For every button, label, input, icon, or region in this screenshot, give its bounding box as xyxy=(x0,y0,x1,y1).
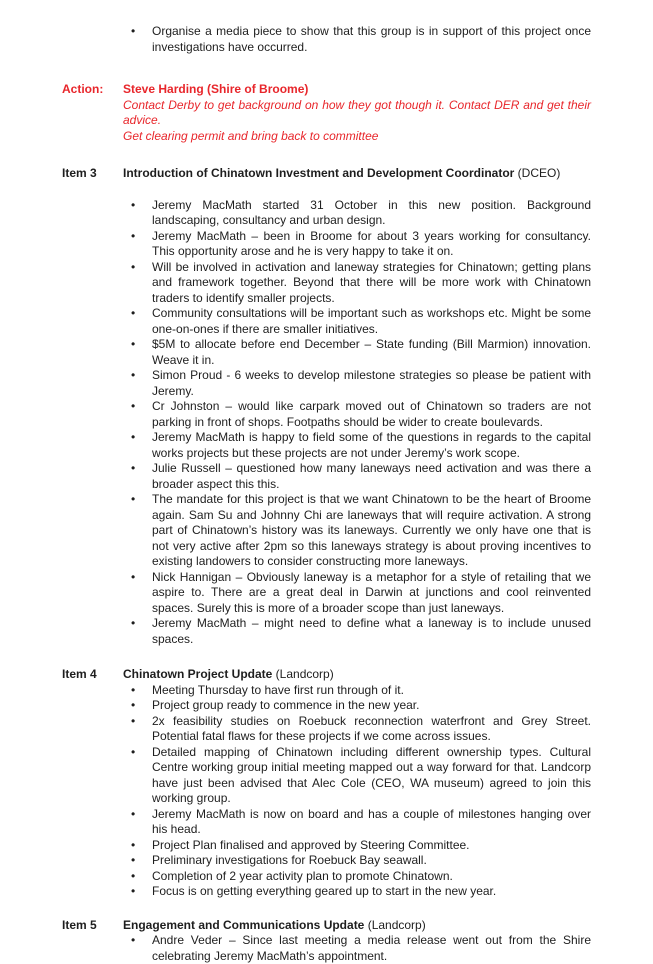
bullet-item: • Simon Proud - 6 weeks to develop milestone strategies so please be patient with Jeremy. xyxy=(123,368,591,399)
bullet-item: • Project group ready to commence in the new year. xyxy=(123,698,591,714)
bullet-item: • Detailed mapping of Chinatown including different ownership types. Cultural Centre working group initial meeting mapped out a way forward for that. Landcorp have just been advised that Alec Cole (CEO, WA museum) agreed to join this working group. xyxy=(123,745,591,807)
item-3-title xyxy=(123,166,591,182)
item-3-title-main: Introduction of Chinatown Investment and Development Coordinator xyxy=(123,166,514,180)
item-5-title-suffix: (Landcorp) xyxy=(364,918,425,932)
bullet-item: • Meeting Thursday to have first run through of it. xyxy=(123,683,591,699)
bullet-item: • Community consultations will be important such as workshops etc. Might be some one-on-ones if there are smaller initiatives. xyxy=(123,306,591,337)
item-5-title xyxy=(123,918,591,934)
item-5-bullet-list xyxy=(123,933,591,964)
bullet-item: • Jeremy MacMath started 31 October in this new position. Background landscaping, consultancy and urban design. xyxy=(123,198,591,229)
bullet-item: • Cr Johnston – would like carpark moved out of Chinatown so traders are not parking in front of shops. Footpaths should be wider to create boulevards. xyxy=(123,399,591,430)
bullet-item: • Jeremy MacMath – been in Broome for about 3 years working for consultancy. This opportunity arose and he is very happy to take it on. xyxy=(123,229,591,260)
item-4-title xyxy=(123,667,591,683)
bullet-item: • Jeremy MacMath is now on board and has a couple of milestones hanging over his head. xyxy=(123,807,591,838)
bullet-item: • Project Plan finalised and approved by Steering Committee. xyxy=(123,838,591,854)
bullet-item: • Organise a media piece to show that this group is in support of this project once investigations have occurred. xyxy=(123,24,591,55)
bullet-item: • Focus is on getting everything geared up to start in the new year. xyxy=(123,884,591,900)
item-4-bullet-list xyxy=(123,683,591,900)
bullet-item: • Jeremy MacMath is happy to field some of the questions in regards to the capital works projects but these projects are not under Jeremy’s work scope. xyxy=(123,430,591,461)
item-3-label: Item 3 xyxy=(62,166,123,647)
action-block xyxy=(62,82,591,144)
bullet-item: • Will be involved in activation and laneway strategies for Chinatown; getting plans and framework together. Beyond that there will be more work with Chinatown traders to identify smaller projects. xyxy=(123,260,591,307)
bullet-item: • 2x feasibility studies on Roebuck reconnection waterfront and Grey Street. Potential fatal flaws for these projects if we come across issues. xyxy=(123,714,591,745)
agenda-item-5 xyxy=(62,918,591,964)
action-assignee: Steve Harding (Shire of Broome) xyxy=(123,82,591,98)
bullet-item: • Nick Hannigan – Obviously laneway is a metaphor for a style of retailing that we aspire to. There are a great deal in Darwin at junctions and cool reinvented spaces. Surely this is more of a broader scope than just laneways. xyxy=(123,570,591,617)
bullet-item: • Preliminary investigations for Roebuck Bay seawall. xyxy=(123,853,591,869)
bullet-item: • The mandate for this project is that we want Chinatown to be the heart of Broome again. Sam Su and Johnny Chi are laneways that will require activation. A strong part of Chinatown’s history was its laneways. Currently we only have one that is not very active after 2pm so this laneways strategy is about proving incentives to existing landowers to consider constructing more laneways. xyxy=(123,492,591,570)
item-3-title-suffix: (DCEO) xyxy=(514,166,560,180)
bullet-item: • Julie Russell – questioned how many laneways need activation and was there a broader aspect this this. xyxy=(123,461,591,492)
item-5-title-main: Engagement and Communications Update xyxy=(123,918,364,932)
top-bullet-list xyxy=(123,24,591,55)
item-5-label: Item 5 xyxy=(62,918,123,964)
bullet-item: • Jeremy MacMath – might need to define what a laneway is to include unused spaces. xyxy=(123,616,591,647)
item-3-bullet-list xyxy=(123,198,591,648)
item-4-label: Item 4 xyxy=(62,667,123,900)
action-note-line-2: Get clearing permit and bring back to committee xyxy=(123,129,591,145)
bullet-item: • Completion of 2 year activity plan to promote Chinatown. xyxy=(123,869,591,885)
item-4-title-main: Chinatown Project Update xyxy=(123,667,272,681)
bullet-item: • $5M to allocate before end December – State funding (Bill Marmion) innovation. Weave it in. xyxy=(123,337,591,368)
bullet-item: • Andre Veder – Since last meeting a media release went out from the Shire celebrating Jeremy MacMath’s appointment. xyxy=(123,933,591,964)
agenda-item-3 xyxy=(62,166,591,647)
action-note-line-1: Contact Derby to get background on how they got though it. Contact DER and get their advice. xyxy=(123,98,591,129)
item-4-title-suffix: (Landcorp) xyxy=(272,667,333,681)
action-label: Action: xyxy=(62,82,123,144)
agenda-item-4 xyxy=(62,667,591,900)
